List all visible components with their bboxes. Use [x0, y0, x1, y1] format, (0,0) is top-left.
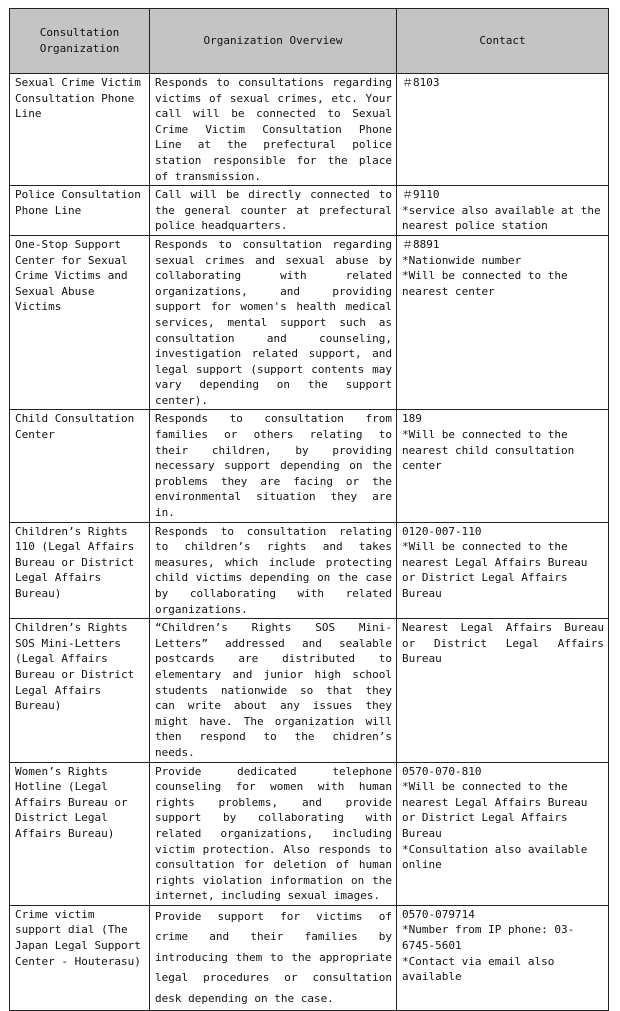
header-contact: Contact — [397, 9, 609, 74]
org-name: Children’s Rights 110 (Legal Affairs Bureau or District Legal Affairs Bureau) — [10, 522, 150, 619]
contact-note: *Will be connected to the nearest Legal Affairs Bureau or District Legal Affairs Bureau — [402, 780, 588, 840]
org-contact — [397, 410, 609, 522]
org-name: One-Stop Support Center for Sexual Crime Victims and Sexual Abuse Victims — [10, 235, 150, 410]
header-overview: Organization Overview — [150, 9, 397, 74]
org-name: Sexual Crime Victim Consultation Phone Line — [10, 74, 150, 186]
contact-note: *Consultation also available online — [402, 842, 588, 872]
org-name: Women’s Rights Hotline (Legal Affairs Bureau or District Legal Affairs Bureau) — [10, 762, 150, 905]
table-row — [10, 522, 609, 619]
contact-phone: 0120-007-110 — [402, 524, 482, 538]
header-organization: Consultation Organization — [10, 9, 150, 74]
org-overview: Provide support for victims of crime and their families by introducing them to the appropriate legal procedures or consultation desk depending on the case. — [150, 905, 397, 1011]
table-row — [10, 235, 609, 410]
org-contact — [397, 235, 609, 410]
contact-note: *Number from IP phone: 03-6745-5601 — [402, 923, 575, 953]
contact-note: *service also available at the nearest police station — [402, 203, 601, 233]
table-row — [10, 905, 609, 1011]
org-name: Children’s Rights SOS Mini-Letters (Legal Affairs Bureau or District Legal Affairs Bureau) — [10, 619, 150, 762]
contact-phone: ＃8891 — [402, 237, 440, 251]
contact-location: Nearest Legal Affairs Bureau or District Legal Affairs Bureau — [402, 621, 604, 666]
org-contact — [397, 186, 609, 236]
table-row — [10, 74, 609, 186]
table-row — [10, 619, 609, 762]
contact-note: *Will be connected to the nearest Legal Affairs Bureau or District Legal Affairs Bureau — [402, 540, 588, 600]
org-name: Crime victim support dial (The Japan Legal Support Center - Houterasu) — [10, 905, 150, 1011]
table-row — [10, 762, 609, 905]
contact-phone: ＃8103 — [402, 76, 440, 89]
org-overview: “Children’s Rights SOS Mini-Letters” addressed and sealable postcards are distributed to elementary and junior high school students nationwide so that they can write about any issues they might have. The organization will then respond to the chidren’s needs. — [150, 619, 397, 762]
org-overview: Provide dedicated telephone counseling for women with human rights problems, and provide support by collaborating with related organizations, including victim protection. Also responds to consultation for deletion of human rights violation information on the internet, including sexual images. — [150, 762, 397, 905]
org-contact — [397, 905, 609, 1011]
table-row — [10, 186, 609, 236]
org-overview: Responds to consultation from families or others relating to their children, by providing necessary support depending on the problems they are facing or the environmental situation they are in. — [150, 410, 397, 522]
contact-phone: 189 — [402, 412, 422, 426]
org-name: Child Consultation Center — [10, 410, 150, 522]
org-contact — [397, 762, 609, 905]
consultation-table — [9, 8, 609, 1011]
org-overview: Responds to consultation regarding sexual crimes and sexual abuse by collaborating with related organizations, and providing support for women's health medical services, mental support such as consultation and counseling, investigation related support, and legal support (support contents may vary depending on the support center). — [150, 235, 397, 410]
org-contact — [397, 74, 609, 186]
table-row — [10, 410, 609, 522]
org-contact — [397, 619, 609, 762]
org-name: Police Consultation Phone Line — [10, 186, 150, 236]
contact-phone: 0570-070-810 — [402, 764, 482, 778]
header-row — [10, 9, 609, 74]
contact-note: *Nationwide number — [402, 253, 522, 267]
org-overview: Responds to consultation relating to children’s rights and takes measures, which include protecting child victims depending on the case by collaborating with related organizations. — [150, 522, 397, 619]
org-contact — [397, 522, 609, 619]
org-overview: Responds to consultations regarding victims of sexual crimes, etc. Your call will be connected to Sexual Crime Victim Consultation Phone Line at the prefectural police station responsible for the place of transmission. — [150, 74, 397, 186]
contact-phone: ＃9110 — [402, 188, 440, 202]
org-overview: Call will be directly connected to the general counter at prefectural police headquarters. — [150, 186, 397, 236]
contact-note: *Will be connected to the nearest child consultation center — [402, 428, 575, 473]
contact-phone: 0570-079714 — [402, 907, 475, 921]
contact-note: *Contact via email also available — [402, 954, 555, 984]
contact-note: *Will be connected to the nearest center — [402, 269, 568, 298]
